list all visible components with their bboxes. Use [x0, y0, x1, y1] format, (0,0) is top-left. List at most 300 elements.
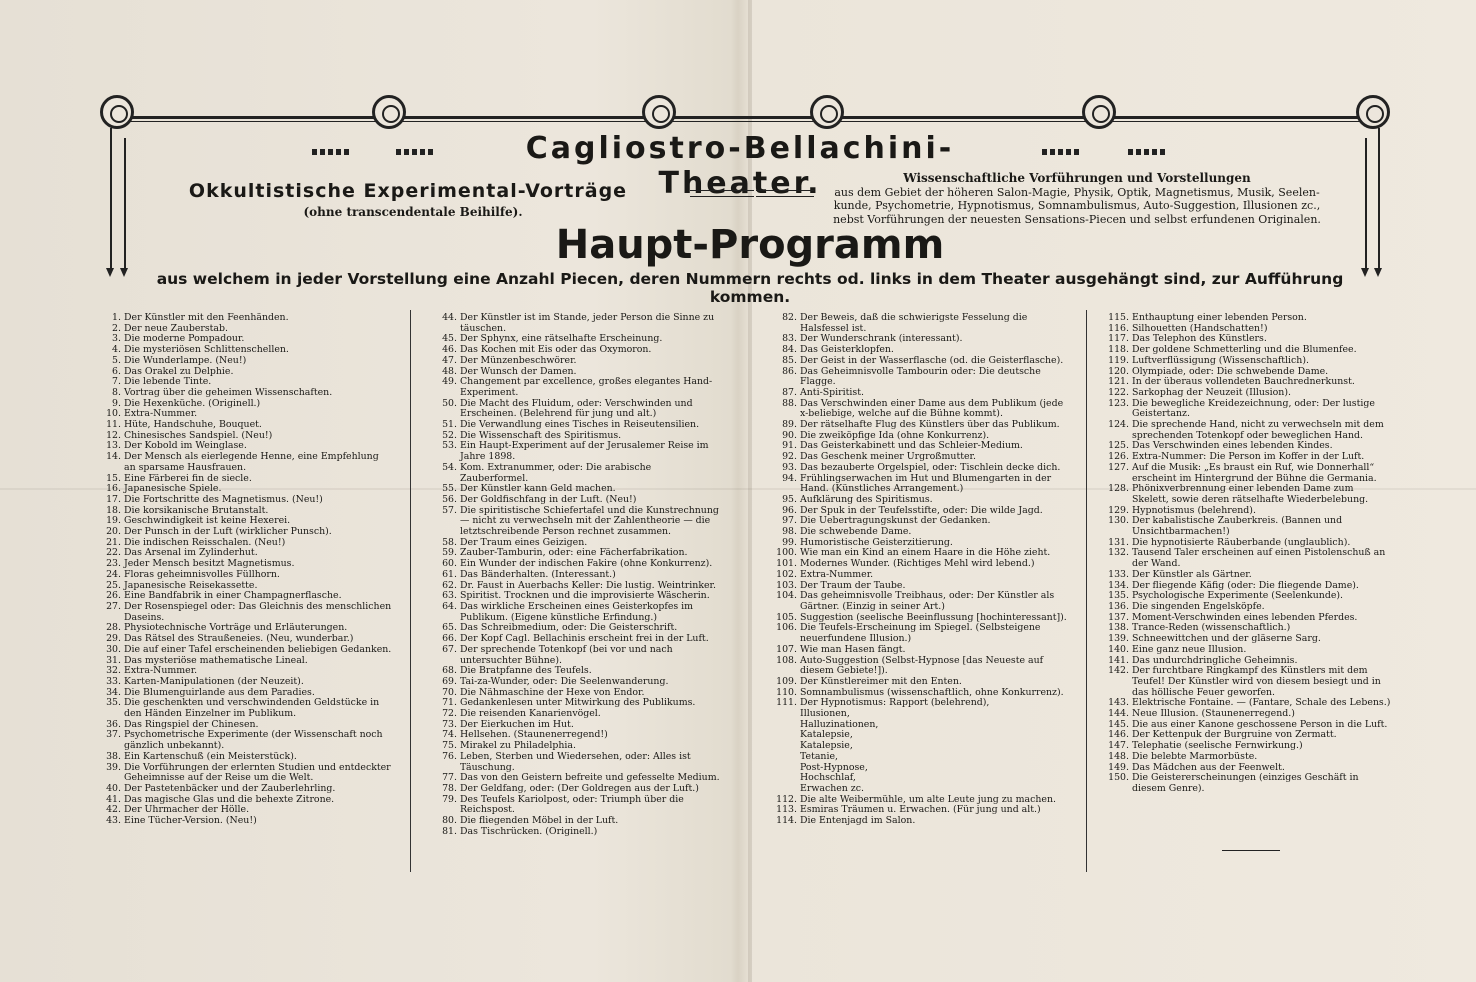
program-item-number: 91.: [782, 440, 797, 452]
program-item-text: Der Goldfischfang in der Luft. (Neu!): [460, 493, 637, 505]
program-item-number: 69.: [442, 675, 457, 687]
program-item-text: Der furchtbare Ringkampf des Künstlers mit dem Teufel! Der Künstler wird von diesem besiegt und in das höllische Feuer geworfen.: [1132, 665, 1381, 698]
program-item-text: Das Orakel zu Delphie.: [124, 365, 234, 377]
program-item: [432, 677, 722, 688]
program-item-number: 30.: [106, 643, 121, 655]
program-item-text: Japanesische Spiele.: [124, 483, 222, 495]
program-item-number: 7.: [112, 376, 121, 388]
frame-top-rule: [118, 116, 1368, 119]
program-item-text: Changement par excellence, großes elegantes Hand-Experiment.: [460, 376, 713, 398]
program-item-text: Extra-Nummer.: [800, 568, 874, 580]
program-item-number: 142.: [1108, 665, 1129, 677]
program-item-text: Die Entenjagd im Salon.: [800, 815, 916, 827]
program-item: [772, 623, 1068, 644]
program-item-number: 53.: [442, 440, 457, 452]
program-item-number: 145.: [1108, 718, 1129, 730]
program-item-number: 47.: [442, 354, 457, 366]
program-item-number: 66.: [442, 633, 457, 645]
program-item-text: Extra-Nummer: Die Person im Koffer in der Luft.: [1132, 451, 1365, 463]
program-item-number: 60.: [442, 558, 457, 570]
program-item-number: 67.: [442, 643, 457, 655]
program-item-number: 41.: [106, 793, 121, 805]
program-item-number: 48.: [442, 365, 457, 377]
program-item-number: 34.: [106, 686, 121, 698]
program-item-text: Der sprechende Totenkopf (bei vor und nach untersuchter Bühne).: [460, 643, 673, 666]
program-item-text: Tausend Taler erscheinen auf einen Pistolenschuß an der Wand.: [1132, 547, 1386, 570]
program-item-text: Das Geisterkabinett und das Schleier-Medium.: [800, 440, 1023, 452]
program-item-text: Dr. Faust in Auerbachs Keller: Die lustig. Weintrinker.: [460, 579, 716, 591]
program-item-number: 5.: [112, 354, 121, 366]
program-item-number: 44.: [442, 312, 457, 323]
program-item: [772, 656, 1068, 677]
program-item-text: Das mysteriöse mathematische Lineal.: [124, 654, 308, 666]
program-item-number: 57.: [442, 504, 457, 516]
program-item-number: 138.: [1108, 622, 1129, 634]
program-item-text: Psychologische Experimente (Seelenkunde).: [1132, 590, 1344, 602]
program-item-number: 1.: [112, 312, 121, 323]
arrow-down-icon: [120, 268, 128, 277]
program-item-number: 49.: [442, 376, 457, 388]
program-item-text: Eine ganz neue Illusion.: [1132, 643, 1247, 655]
program-item-number: 135.: [1108, 590, 1129, 602]
program-item-text: Extra-Nummer.: [124, 408, 198, 420]
program-item-text: Das magische Glas und die behexte Zitrone.: [124, 793, 335, 805]
program-item-number: 36.: [106, 718, 121, 730]
program-item-number: 89.: [782, 419, 797, 431]
program-item-number: [772, 730, 797, 741]
program-item: [96, 698, 392, 719]
program-item: [432, 752, 722, 773]
program-item-text: Der Punsch in der Luft (wirklicher Punsch).: [124, 526, 332, 538]
border-ornament-icon: [1042, 146, 1082, 158]
program-item: [432, 356, 722, 367]
program-item: [772, 367, 1068, 388]
program-item-text: Das Mädchen aus der Feenwelt.: [1132, 761, 1285, 773]
rosette-ornament-icon: [372, 95, 406, 129]
program-item-text: Der neue Zauberstab.: [124, 322, 228, 334]
program-item: [772, 313, 1068, 334]
program-item-number: 2.: [112, 322, 121, 334]
program-item-text: Der Geldfang, oder: (Der Goldregen aus der Luft.): [460, 782, 699, 794]
program-item-text: Das Geheimnisvolle Tambourin oder: Die deutsche Flagge.: [800, 365, 1041, 388]
program-item-number: 42.: [106, 804, 121, 816]
program-column-4: [1104, 313, 1392, 795]
program-item-number: 117.: [1108, 333, 1129, 345]
program-item-text: Leben, Sterben und Wiedersehen, oder: Alles ist Täuschung.: [460, 750, 691, 773]
program-item-text: Die belebte Marmorbüste.: [1132, 750, 1258, 762]
program-item-number: 46.: [442, 344, 457, 356]
program-item-text: Der Spuk in der Teufelsstifte, oder: Die wilde Jagd.: [800, 504, 1043, 516]
program-item-text: Die korsikanische Brutanstalt.: [124, 504, 269, 516]
program-item-text: Das Verschwinden eines lebenden Kindes.: [1132, 440, 1333, 452]
program-item-text: Ein Haupt-Experiment auf der Jerusalemer Reise im Jahre 1898.: [460, 440, 709, 463]
rosette-ornament-icon: [100, 95, 134, 129]
program-item-text: Das Geschenk meiner Urgroßmutter.: [800, 451, 976, 463]
program-item-text: Der Künstler mit den Feenhänden.: [124, 312, 289, 323]
program-item-text: Auto-Suggestion (Selbst-Hypnose [das Neueste auf diesem Gebiete!]).: [800, 654, 1044, 677]
right-subtitle-line: kunde, Psychometrie, Hypnotismus, Somnambulismus, Auto-Suggestion, Illusionen zc.,: [833, 199, 1321, 212]
rosette-ornament-icon: [1356, 95, 1390, 129]
program-item: [432, 570, 722, 581]
program-item: [96, 677, 392, 688]
program-item-text: Die Wunderlampe. (Neu!): [124, 354, 247, 366]
program-item-number: 101.: [776, 558, 797, 570]
program-item-number: 125.: [1108, 440, 1129, 452]
program-item-number: 39.: [106, 761, 121, 773]
program-item: [432, 602, 722, 623]
program-item-number: 114.: [776, 815, 797, 827]
program-item-number: 88.: [782, 397, 797, 409]
program-item-text: Der Traum eines Geizigen.: [460, 536, 588, 548]
program-item-number: [772, 752, 797, 763]
program-item-text: Der Kettenpuk der Burgruine von Zermatt.: [1132, 729, 1337, 741]
arrow-down-icon: [1374, 268, 1382, 277]
program-item: [96, 602, 392, 623]
program-item: [96, 730, 392, 751]
program-item-text: Der Traum der Taube.: [800, 579, 906, 591]
program-item: [772, 463, 1068, 474]
program-item: [1104, 752, 1392, 763]
program-item-text: Die zweiköpfige Ida (ohne Konkurrenz).: [800, 429, 990, 441]
program-item-text: Tai-za-Wunder, oder: Die Seelenwanderung.: [460, 675, 669, 687]
program-item-number: 45.: [442, 333, 457, 345]
program-item-text: Der rätselhafte Flug des Künstlers über das Publikum.: [800, 419, 1060, 431]
program-column-1: [96, 313, 392, 827]
page-title: Haupt-Programm: [555, 222, 945, 268]
frame-top-rule-thin: [118, 121, 1368, 122]
program-item-number: 122.: [1108, 386, 1129, 398]
program-item-number: 75.: [442, 740, 457, 752]
program-item-text: Die Nähmaschine der Hexe von Endor.: [460, 686, 645, 698]
program-item-number: 121.: [1108, 376, 1129, 388]
program-item-text: Vortrag über die geheimen Wissenschaften.: [124, 386, 333, 398]
program-item-text: Katalepsie,: [800, 740, 853, 752]
program-item-number: 17.: [106, 493, 121, 505]
program-item-number: 12.: [106, 429, 121, 441]
program-item-text: Das Verschwinden einer Dame aus dem Publikum (jede x-beliebige, welche auf die Bühne kommt).: [800, 397, 1064, 420]
program-item-text: Mirakel zu Philadelphia.: [460, 740, 576, 752]
rosette-ornament-icon: [810, 95, 844, 129]
arrow-down-icon: [106, 268, 114, 277]
program-item-text: In der überaus vollendeten Bauchrednerkunst.: [1132, 376, 1355, 388]
program-item-number: 80.: [442, 815, 457, 827]
program-item-number: 113.: [776, 804, 797, 816]
program-item-text: Das Schreibmedium, oder: Die Geisterschrift.: [460, 622, 678, 634]
frame-left-line: [124, 138, 126, 270]
program-item-text: Hüte, Handschuhe, Bouquet.: [124, 419, 262, 431]
program-item-text: Halluzinationen,: [800, 718, 879, 730]
program-item-text: Trance-Reden (wissenschaftlich.): [1132, 622, 1291, 634]
program-item-text: Silhouetten (Handschatten!): [1132, 322, 1268, 334]
program-item-number: 92.: [782, 451, 797, 463]
border-ornament-icon: [1128, 146, 1168, 158]
program-item-number: 82.: [782, 312, 797, 323]
program-item-text: Enthauptung einer lebenden Person.: [1132, 312, 1307, 323]
program-item-number: 64.: [442, 600, 457, 612]
program-item-text: Modernes Wunder. (Richtiges Mehl wird lebend.): [800, 558, 1035, 570]
program-item: [1104, 570, 1392, 581]
program-item-text: Der fliegende Käfig (oder: Die fliegende Dame).: [1132, 579, 1359, 591]
program-item: [772, 474, 1068, 495]
program-item: [96, 763, 392, 784]
program-item: [96, 645, 392, 656]
program-item-number: 98.: [782, 526, 797, 538]
program-item-number: 130.: [1108, 515, 1129, 527]
program-item-text: Die hypnotisierte Räuberbande (unglaublich).: [1132, 536, 1351, 548]
program-item-text: Die alte Weibermühle, um alte Leute jung zu machen.: [800, 793, 1056, 805]
program-item-text: Die bewegliche Kreidezeichnung, oder: Der lustige Geistertanz.: [1132, 397, 1375, 420]
right-subtitle: [812, 172, 1342, 226]
program-item-text: Katalepsie,: [800, 729, 853, 741]
program-item-text: Die Geistererscheinungen (einziges Geschäft in diesem Genre).: [1132, 772, 1359, 794]
program-item-number: 93.: [782, 461, 797, 473]
program-item-text: Psychometrische Experimente (der Wissenschaft noch gänzlich unbekannt).: [124, 729, 383, 752]
border-ornament-icon: [312, 146, 352, 158]
program-item-number: 133.: [1108, 568, 1129, 580]
program-item-number: 20.: [106, 526, 121, 538]
border-ornament-icon: [396, 146, 436, 158]
right-subtitle-title: Wissenschaftliche Vorführungen und Vorstellungen: [903, 171, 1251, 185]
program-item: [772, 399, 1068, 420]
program-item-text: Luftverflüssigung (Wissenschaftlich).: [1132, 354, 1309, 366]
program-item-number: 136.: [1108, 600, 1129, 612]
program-item-number: 31.: [106, 654, 121, 666]
program-item-text: Der Kopf Cagl. Bellachinis erscheint frei in der Luft.: [460, 633, 709, 645]
program-item-text: Der kabalistische Zauberkreis. (Bannen und Unsichtbarmachen!): [1132, 515, 1343, 538]
program-item-text: Die Wissenschaft des Spiritismus.: [460, 429, 622, 441]
program-item-number: 78.: [442, 782, 457, 794]
program-item-number: 29.: [106, 633, 121, 645]
program-item-text: Eine Bandfabrik in einer Champagnerflasche.: [124, 590, 342, 602]
program-item-number: 43.: [106, 815, 121, 827]
program-item-number: 15.: [106, 472, 121, 484]
program-item-number: [772, 773, 797, 784]
program-item-number: 81.: [442, 825, 457, 837]
program-item-number: 35.: [106, 697, 121, 709]
program-item-text: Der Wunderschrank (interessant).: [800, 333, 963, 345]
program-item-text: Die mysteriösen Schlittenschellen.: [124, 344, 289, 356]
program-item-number: 3.: [112, 333, 121, 345]
program-item: [1104, 516, 1392, 537]
program-intro: aus welchem in jeder Vorstellung eine Anzahl Piecen, deren Nummern rechts od. links in dem Theater ausgehängt sind, zur Aufführung kommen.: [156, 270, 1344, 306]
program-item: [432, 506, 722, 538]
rosette-ornament-icon: [642, 95, 676, 129]
theatre-name: Cagliostro-Bellachini-Theater.: [525, 131, 955, 201]
program-item-text: Das Geisterklopfen.: [800, 344, 894, 356]
program-item-text: Erwachen zc.: [800, 782, 864, 794]
program-item-text: Der Eierkuchen im Hut.: [460, 718, 574, 730]
program-item-text: Elektrische Fontaine. — (Fantare, Schale des Lebens.): [1132, 697, 1391, 709]
program-item-text: Der Hypnotismus: Rapport (belehrend),: [800, 697, 990, 709]
program-item-text: Post-Hypnose,: [800, 761, 868, 773]
program-item-number: 38.: [106, 750, 121, 762]
program-item-text: Olympiade, oder: Die schwebende Dame.: [1132, 365, 1329, 377]
program-item-text: Das undurchdringliche Geheimnis.: [1132, 654, 1298, 666]
program-item-text: Gedankenlesen unter Mitwirkung des Publikums.: [460, 697, 696, 709]
program-item-number: 58.: [442, 536, 457, 548]
program-item: [772, 752, 1068, 763]
program-item-text: Die Vorführungen der erlernten Studien und entdeckter Geheimnisse auf der Reise um die Welt.: [124, 761, 391, 784]
program-item-number: 8.: [112, 386, 121, 398]
column-divider: [410, 310, 411, 872]
program-item-number: 146.: [1108, 729, 1129, 741]
program-item-text: Humoristische Geisterzitierung.: [800, 536, 953, 548]
program-item-number: 19.: [106, 515, 121, 527]
program-item-number: 123.: [1108, 397, 1129, 409]
program-item-text: Der Münzenbeschwörer.: [460, 354, 577, 366]
program-item-text: Die Hexenküche. (Originell.): [124, 397, 261, 409]
program-item-number: 79.: [442, 793, 457, 805]
program-item: [432, 463, 722, 484]
program-item-text: Der Rosenspiegel oder: Das Gleichnis des menschlichen Daseins.: [124, 600, 392, 623]
program-item: [772, 677, 1068, 688]
program-item: [96, 452, 392, 473]
program-item: [96, 752, 392, 763]
program-item-text: Die Uebertragungskunst der Gedanken.: [800, 515, 991, 527]
program-item-text: Kom. Extranummer, oder: Die arabische Zauberformel.: [460, 461, 652, 484]
divider-rule: [690, 196, 754, 197]
program-item-number: 106.: [776, 622, 797, 634]
frame-left-line: [110, 128, 112, 270]
program-item-number: 51.: [442, 419, 457, 431]
program-item: [1104, 666, 1392, 698]
program-item-number: 16.: [106, 483, 121, 495]
program-item-number: 56.: [442, 493, 457, 505]
program-item-number: 115.: [1108, 312, 1129, 323]
program-item-number: 73.: [442, 718, 457, 730]
program-item-text: Der Beweis, daß die schwierigste Fesselung die Halsfessel ist.: [800, 312, 1028, 334]
program-item-number: [772, 741, 797, 752]
program-item-number: 141.: [1108, 654, 1129, 666]
program-item-number: 109.: [776, 675, 797, 687]
program-item-number: 63.: [442, 590, 457, 602]
program-item-text: Eine Färberei fin de siecle.: [124, 472, 252, 484]
divider-rule: [756, 190, 814, 191]
program-item-number: 110.: [776, 686, 797, 698]
program-item-text: Die Verwandlung eines Tisches in Reiseutensilien.: [460, 419, 700, 431]
program-item-text: Der Wunsch der Damen.: [460, 365, 577, 377]
program-item-text: Wie man Hasen fängt.: [800, 643, 906, 655]
program-item-text: Das von den Geistern befreite und gefesselte Medium.: [460, 772, 720, 784]
program-item-number: 111.: [776, 697, 797, 709]
program-item-text: Das Ringspiel der Chinesen.: [124, 718, 259, 730]
column-divider: [1086, 310, 1087, 872]
program-item-text: Tetanie,: [800, 750, 838, 762]
program-item-number: 21.: [106, 536, 121, 548]
program-item-text: Der Künstler kann Geld machen.: [460, 483, 616, 495]
right-subtitle-line: aus dem Gebiet der höheren Salon-Magie, Physik, Optik, Magnetismus, Musik, Seelen-: [834, 185, 1320, 199]
program-item-text: Die indischen Reisschalen. (Neu!): [124, 536, 286, 548]
program-item-number: 102.: [776, 568, 797, 580]
program-item-text: Aufklärung des Spiritismus.: [800, 493, 933, 505]
program-item-text: Somnambulismus (wissenschaftlich, ohne Konkurrenz).: [800, 686, 1064, 698]
program-item-number: 83.: [782, 333, 797, 345]
program-item-text: Anti-Spiritist.: [800, 386, 864, 398]
program-item-number: 27.: [106, 600, 121, 612]
program-item-text: Der Sphynx, eine rätselhafte Erscheinung.: [460, 333, 663, 345]
program-item-number: 84.: [782, 344, 797, 356]
program-item-number: 124.: [1108, 419, 1129, 431]
divider-rule: [690, 190, 754, 191]
program-item-number: 97.: [782, 515, 797, 527]
program-item-number: 33.: [106, 675, 121, 687]
program-item-text: Japanesische Reisekassette.: [124, 579, 258, 591]
program-item-text: Des Teufels Kariolpost, oder: Triumph über die Reichspost.: [460, 793, 684, 816]
program-item-number: 90.: [782, 429, 797, 441]
program-item-text: Zauber-Tamburin, oder: eine Fächerfabrikation.: [460, 547, 688, 559]
program-item-text: Auf die Musik: „Es braust ein Ruf, wie Donnerhall“ erscheint im Hintergrund der Bühne die Germania.: [1132, 461, 1377, 484]
program-item-text: Eine Tücher-Version. (Neu!): [124, 815, 257, 827]
program-item-text: Frühlingserwachen im Hut und Blumengarten in der Hand. (Künstliches Arrangement.): [800, 472, 1052, 495]
divider-rule: [756, 196, 814, 197]
program-item-number: 120.: [1108, 365, 1129, 377]
program-item-number: 77.: [442, 772, 457, 784]
program-item-text: Das bezauberte Orgelspiel, oder: Tischlein decke dich.: [800, 461, 1061, 473]
program-item: [772, 356, 1068, 367]
right-subtitle-line: nebst Vorführungen der neuesten Sensations-Piecen und selbst erfundenen Originalen.: [833, 212, 1321, 226]
program-item-text: Die Teufels-Erscheinung im Spiegel. (Selbsteigene neuerfundene Illusion.): [800, 622, 1041, 645]
program-item-text: Der Uhrmacher der Hölle.: [124, 804, 250, 816]
program-item: [772, 645, 1068, 656]
program-item-number: 86.: [782, 365, 797, 377]
program-item-text: Die aus einer Kanone geschossene Person in die Luft.: [1132, 718, 1388, 730]
program-item-number: 22.: [106, 547, 121, 559]
program-item-text: Der Künstler ist im Stande, jeder Person die Sinne zu täuschen.: [460, 312, 715, 334]
program-item-number: 112.: [776, 793, 797, 805]
program-item-number: 134.: [1108, 579, 1129, 591]
program-item-number: 32.: [106, 665, 121, 677]
program-item-number: 26.: [106, 590, 121, 602]
program-item-number: 104.: [776, 590, 797, 602]
program-item-number: 6.: [112, 365, 121, 377]
program-item-text: Die singenden Engelsköpfe.: [1132, 600, 1265, 612]
program-item-number: 139.: [1108, 633, 1129, 645]
program-column-2: [432, 313, 722, 837]
program-item: [772, 816, 1068, 827]
program-item: [96, 356, 392, 367]
program-item-number: 95.: [782, 493, 797, 505]
program-item: [432, 377, 722, 398]
program-item-text: Das Rätsel des Straußeneies. (Neu, wunderbar.): [124, 633, 354, 645]
program-item-text: Telephatie (seelische Fernwirkung.): [1132, 740, 1303, 752]
program-item-number: 14.: [106, 451, 121, 463]
program-item-number: 99.: [782, 536, 797, 548]
program-item: [1104, 420, 1392, 441]
rosette-ornament-icon: [1082, 95, 1116, 129]
program-item-text: Ein Wunder der indischen Fakire (ohne Konkurrenz).: [460, 558, 713, 570]
program-item-text: Chinesisches Sandspiel. (Neu!): [124, 429, 273, 441]
program-item-number: 140.: [1108, 643, 1129, 655]
program-item-text: Die Macht des Fluidum, oder: Verschwinden und Erscheinen. (Belehrend für jung und alt.): [460, 397, 693, 420]
program-item-text: Die Fortschritte des Magnetismus. (Neu!): [124, 493, 323, 505]
program-item-text: Schneewittchen und der gläserne Sarg.: [1132, 633, 1321, 645]
program-item-text: Die auf einer Tafel erscheinenden beliebigen Gedanken.: [124, 643, 392, 655]
program-item-number: 68.: [442, 665, 457, 677]
program-item-text: Hypnotismus (belehrend).: [1132, 504, 1256, 516]
program-item-number: 28.: [106, 622, 121, 634]
program-item-number: 116.: [1108, 322, 1129, 334]
program-item-number: 126.: [1108, 451, 1129, 463]
program-item-text: Die fliegenden Möbel in der Luft.: [460, 815, 619, 827]
program-item-number: 37.: [106, 729, 121, 741]
program-item-number: 13.: [106, 440, 121, 452]
program-item-text: Die spiritistische Schiefertafel und die Kunstrechnung — nicht zu verwechseln mit der Zahlentheorie — die letztschreibende Person rechnet zusammen.: [460, 504, 719, 538]
program-item-number: 18.: [106, 504, 121, 516]
program-item-text: Das Arsenal im Zylinderhut.: [124, 547, 258, 559]
program-item: [1104, 399, 1392, 420]
program-item-number: 76.: [442, 750, 457, 762]
program-item-number: 132.: [1108, 547, 1129, 559]
